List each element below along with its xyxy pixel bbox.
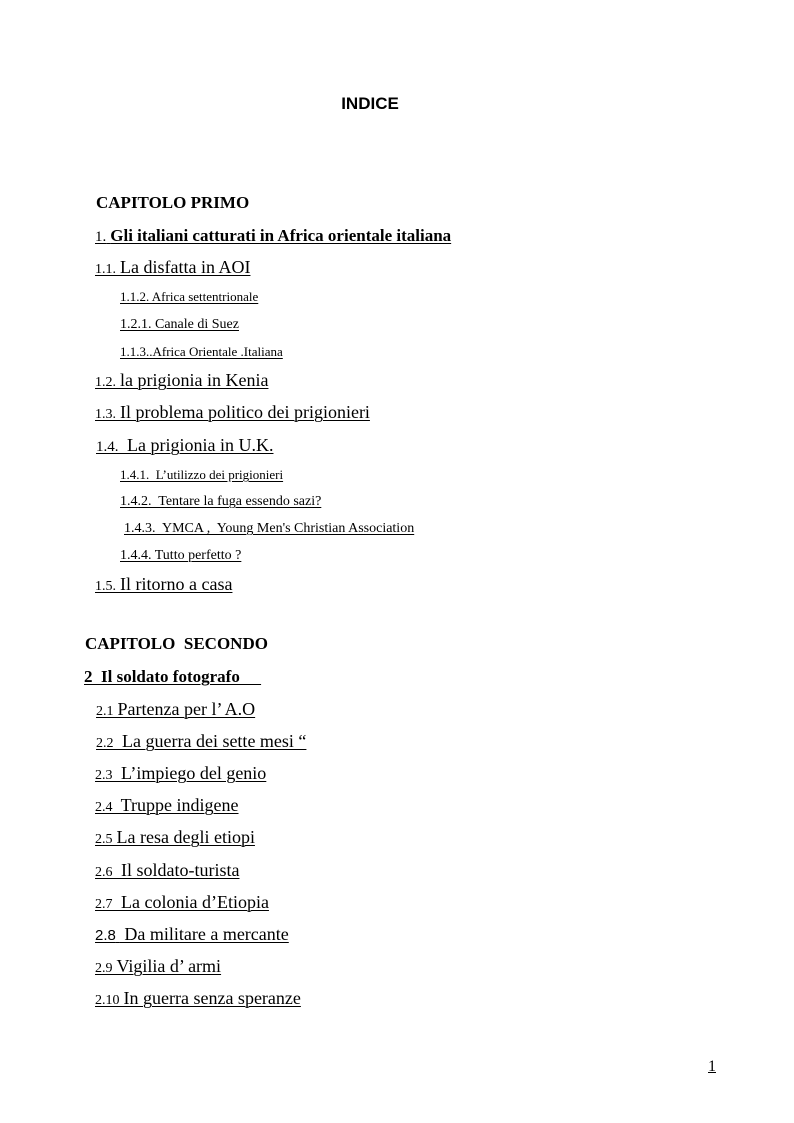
toc-entry-2-9-number: 2.9	[95, 961, 113, 976]
toc-entry-1-4-2-title: 1.4.2. Tentare la fuga essendo sazi?	[120, 494, 322, 509]
toc-entry-1-3-number: 1.3.	[95, 407, 116, 422]
toc-entry-2-8[interactable]	[95, 924, 289, 945]
toc-entry-1-1[interactable]	[95, 257, 250, 278]
toc-entry-2-1[interactable]	[96, 699, 255, 720]
toc-entry-1-3[interactable]	[95, 402, 370, 423]
toc-entry-2-5[interactable]	[95, 827, 255, 848]
toc-entry-1-4-1-title: 1.4.1. L’utilizzo dei prigionieri	[120, 467, 284, 482]
toc-entry-1[interactable]	[95, 226, 451, 246]
toc-entry-2-6[interactable]	[95, 860, 239, 881]
toc-entry-1-2-1-title: 1.2.1. Canale di Suez	[120, 317, 239, 332]
toc-entry-2-5-number: 2.5	[95, 832, 113, 847]
toc-entry-1-4-4[interactable]	[120, 546, 241, 564]
page-number: 1	[708, 1058, 716, 1075]
toc-entry-1-title: Gli italiani catturati in Africa orientale italiana	[110, 226, 452, 245]
toc-entry-1-1-number: 1.1.	[95, 262, 116, 277]
toc-entry-2-2-number: 2.2	[96, 736, 114, 751]
toc-entry-2-5-title: La resa degli etiopi	[116, 827, 255, 847]
toc-entry-2-3-title: L’impiego del genio	[116, 763, 267, 783]
toc-entry-2-6-title: Il soldato-turista	[116, 860, 240, 880]
toc-entry-1-4[interactable]	[96, 435, 273, 456]
toc-entry-2-1-number: 2.1	[96, 704, 114, 719]
toc-entry-2-7-title: La colonia d’Etiopia	[116, 892, 269, 912]
toc-entry-2-4-title: Truppe indigene	[116, 795, 239, 815]
toc-entry-2-8-number: 2.8	[95, 927, 116, 944]
toc-entry-1-4-number: 1.4.	[96, 439, 119, 455]
toc-entry-1-4-title: La prigionia in U.K.	[122, 435, 274, 455]
toc-entry-1-2-1[interactable]	[120, 315, 239, 333]
toc-entry-1-2-title: la prigionia in Kenia	[120, 370, 269, 390]
toc-entry-2-3[interactable]	[95, 763, 266, 784]
toc-entry-1-5[interactable]	[95, 574, 232, 595]
toc-entry-1-1-3[interactable]	[120, 343, 283, 361]
toc-entry-2-9-title: Vigilia d’ armi	[116, 956, 222, 976]
toc-entry-1-5-title: Il ritorno a casa	[120, 574, 233, 594]
toc-entry-1-4-1[interactable]	[120, 466, 283, 484]
chapter-2-heading: CAPITOLO SECONDO	[85, 634, 268, 653]
toc-entry-2[interactable]	[84, 667, 261, 687]
toc-entry-1-4-3[interactable]	[124, 519, 414, 537]
toc-entry-1-4-2[interactable]	[120, 492, 321, 510]
toc-entry-1-2[interactable]	[95, 370, 268, 391]
toc-entry-1-1-3-title: 1.1.3..Africa Orientale .Italiana	[120, 344, 283, 359]
toc-entry-2-10-number: 2.10	[95, 993, 120, 1008]
toc-entry-2-10-title: In guerra senza speranze	[123, 988, 301, 1008]
toc-entry-2-7[interactable]	[95, 892, 269, 913]
toc-entry-2-9[interactable]	[95, 956, 221, 977]
toc-entry-1-1-title: La disfatta in AOI	[120, 257, 251, 277]
toc-entry-1-1-2-title: 1.1.2. Africa settentrionale	[120, 289, 259, 304]
toc-entry-2-4-number: 2.4	[95, 800, 113, 815]
toc-entry-1-4-3-title: 1.4.3. YMCA , Young Men's Christian Association	[124, 521, 415, 536]
toc-entry-1-number: 1.	[95, 229, 107, 245]
toc-entry-2-6-number: 2.6	[95, 865, 113, 880]
toc-entry-2-title: 2 Il soldato fotografo	[84, 667, 262, 686]
toc-entry-2-2-title: La guerra dei sette mesi “	[117, 731, 307, 751]
toc-entry-2-7-number: 2.7	[95, 897, 113, 912]
toc-entry-2-2[interactable]	[96, 731, 306, 752]
toc-entry-1-5-number: 1.5.	[95, 579, 116, 594]
toc-entry-1-1-2[interactable]	[120, 288, 258, 306]
toc-entry-1-4-4-title: 1.4.4. Tutto perfetto ?	[120, 548, 242, 563]
toc-entry-1-2-number: 1.2.	[95, 375, 116, 390]
toc-entry-2-8-title: Da militare a mercante	[119, 924, 289, 944]
toc-entry-2-1-title: Partenza per l’ A.O	[117, 699, 256, 719]
toc-entry-2-3-number: 2.3	[95, 768, 113, 783]
toc-entry-2-10[interactable]	[95, 988, 301, 1009]
toc-entry-1-3-title: Il problema politico dei prigionieri	[120, 402, 370, 422]
chapter-1-heading: CAPITOLO PRIMO	[96, 193, 250, 212]
page-title: INDICE	[341, 94, 399, 113]
toc-entry-2-4[interactable]	[95, 795, 239, 816]
